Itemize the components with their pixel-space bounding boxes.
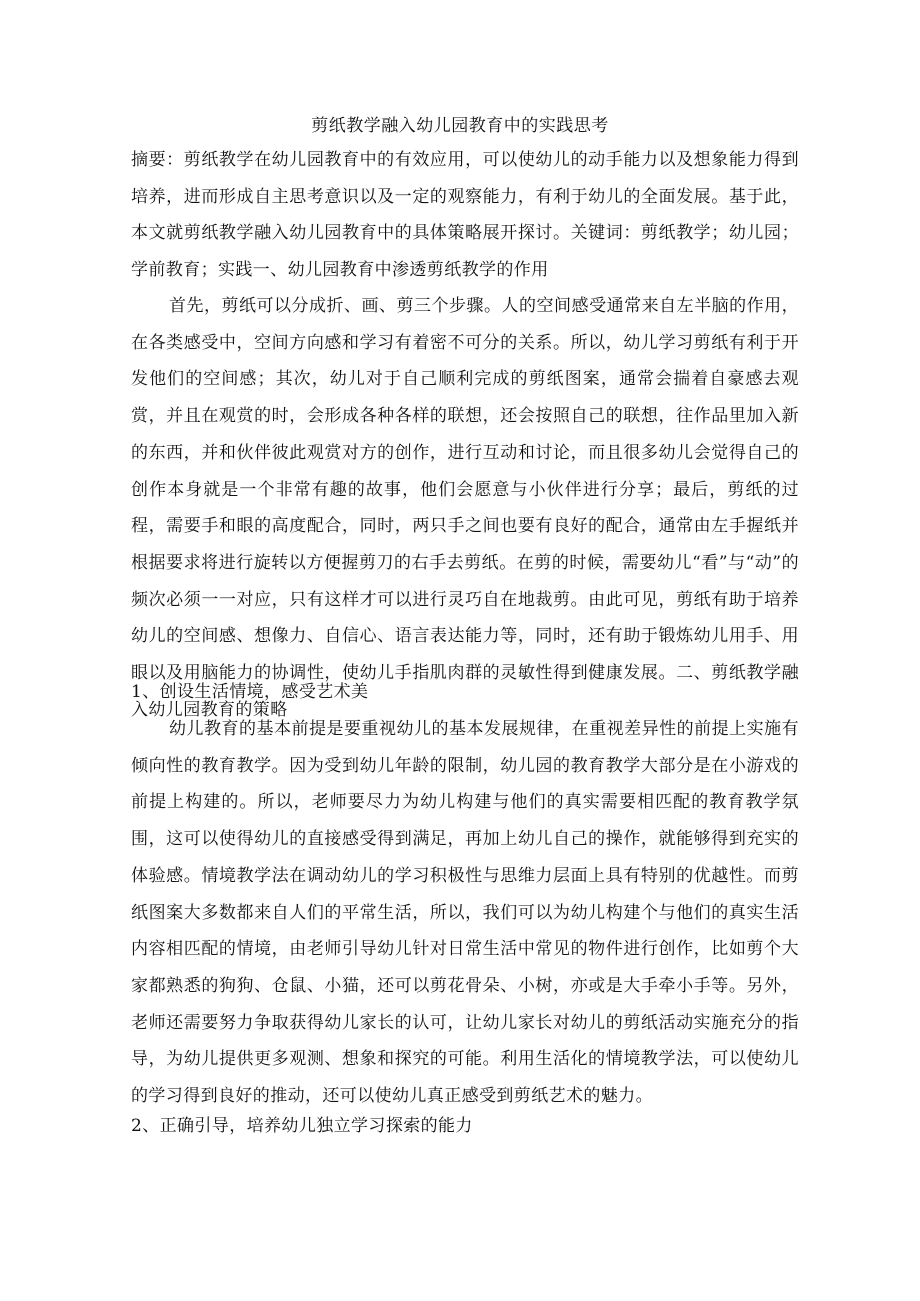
body-paragraph-2: 幼儿教育的基本前提是要重视幼儿的基本发展规律，在重视差异性的前提上实施有倾向性的教育教学。因为受到幼儿年龄的限制，幼儿园的教育教学大部分是在小游戏的前提上构建的。所以，老师要尽力为幼儿构建与他们的真实需要相匹配的教育教学氛围，这可以使得幼儿的直接感受得到满足，再加上幼儿自己的操作，就能够得到充实的体验感。情境教学法在调动幼儿的学习积极性与思维力层面上具有特别的优越性。而剪纸图案大多数都来自人们的平常生活，所以，我们可以为幼儿构建个与他们的真实生活内容相匹配的情境，由老师引导幼儿针对日常生活中常见的物件进行创作，比如剪个大家都熟悉的狗狗、仓鼠、小猫，还可以剪花骨朵、小树，亦或是大手牵小手等。另外，老师还需要努力争取获得幼儿家长的认可，让幼儿家长对幼儿的剪纸活动实施充分的指导，为幼儿提供更多观测、想象和探究的可能。利用生活化的情境教学法，可以使幼儿的学习得到良好的推动，还可以使幼儿真正感受到剪纸艺术的魅力。	[131, 719, 799, 1107]
body-paragraph-1: 首先，剪纸可以分成折、画、剪三个步骤。人的空间感受通常来自左半脑的作用，在各类感受中，空间方向感和学习有着密不可分的关系。所以，幼儿学习剪纸有利于开发他们的空间感；其次，幼儿对于自己顺利完成的剪纸图案，通常会揣着自豪感去观赏，并且在观赏的时，会形成各种各样的联想，还会按照自己的联想，往作品里加入新的东西，并和伙伴彼此观赏对方的创作，进行互动和讨论，而且很多幼儿会觉得自己的创作本身就是一个非常有趣的故事，他们会愿意与小伙伴进行分享；最后，剪纸的过程，需要手和眼的高度配合，同时，两只手之间也要有良好的配合，通常由左手握纸并根据要求将进行旋转以方便握剪刀的右手去剪纸。在剪的时候，需要幼儿“看”与“动”的频次必须一一对应，只有这样才可以进行灵巧自在地裁剪。由此可见，剪纸有助于培养幼儿的空间感、想像力、自信心、语言表达能力等，同时，还有助于锻炼幼儿用手、用眼以及用脑能力的协调性，使幼儿手指肌肉群的灵敏性得到健康发展。二、剪纸教学融入幼儿园教育的策略	[131, 296, 799, 720]
section-heading-1: 1、创设生活情境，感受艺术美	[131, 682, 369, 702]
abstract-paragraph: 摘要：剪纸教学在幼儿园教育中的有效应用，可以使幼儿的动手能力以及想象能力得到培养，进而形成自主思考意识以及一定的观察能力，有利于幼儿的全面发展。基于此，本文就剪纸教学融入幼儿园教育中的具体策略展开探讨。关键词：剪纸教学；幼儿园；学前教育；实践一、幼儿园教育中渗透剪纸教学的作用	[131, 150, 799, 281]
document-title: 剪纸教学融入幼儿园教育中的实践思考	[311, 116, 609, 136]
section-heading-2: 2、正确引导，培养幼儿独立学习探索的能力	[131, 1116, 473, 1136]
